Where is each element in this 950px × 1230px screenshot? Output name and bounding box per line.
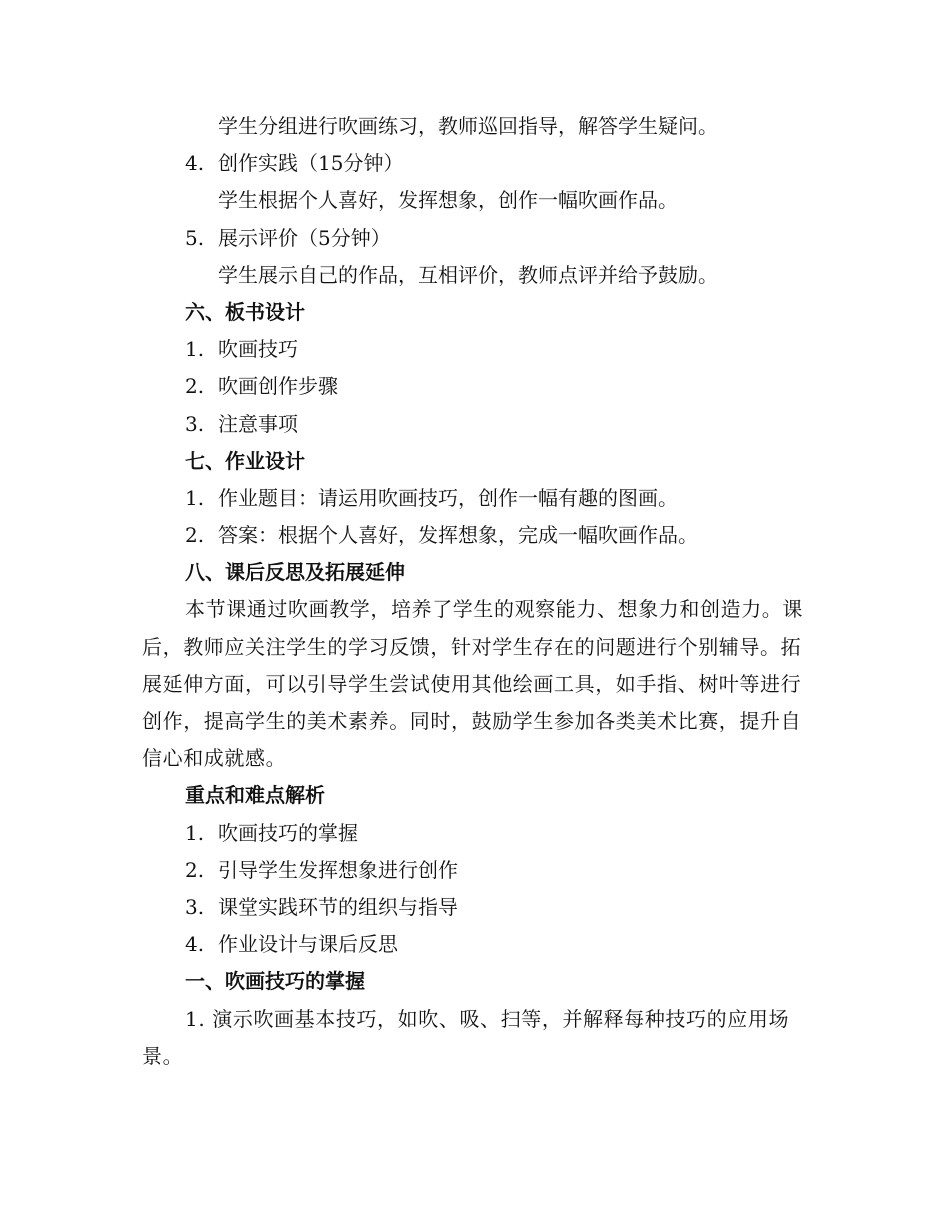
text-line: 学生分组进行吹画练习，教师巡回指导，解答学生疑问。	[218, 114, 718, 138]
list-text: 引导学生发挥想象进行创作	[218, 857, 458, 882]
list-number: 4.	[185, 151, 205, 176]
list-number: 3.	[185, 411, 205, 436]
list-number: 2.	[185, 523, 205, 548]
list-text: 答案：根据个人喜好，发挥想象，完成一幅吹画作品。	[218, 523, 698, 548]
list-item	[142, 331, 810, 368]
list-number: 3.	[185, 895, 205, 920]
section-heading: 六、板书设计	[185, 299, 305, 324]
list-number: 1.	[185, 337, 205, 362]
list-text: 创作实践（15分钟）	[218, 151, 404, 176]
list-text: 课堂实践环节的组织与指导	[218, 895, 458, 920]
section-heading: 重点和难点解析	[185, 783, 325, 808]
list-text: 吹画技巧的掌握	[218, 820, 358, 845]
section-heading: 一、吹画技巧的掌握	[185, 969, 365, 994]
list-text: 作业设计与课后反思	[218, 932, 398, 957]
text-line: 学生展示自己的作品，互相评价，教师点评并给予鼓励。	[218, 262, 718, 287]
list-number: 2.	[185, 374, 205, 399]
list-text: 注意事项	[218, 411, 298, 436]
list-text: 吹画创作步骤	[218, 374, 338, 399]
section-heading: 七、作业设计	[185, 448, 305, 473]
paragraph: 本节课通过吹画教学，培养了学生的观察能力、想象力和创造力。课后，教师应关注学生的学习反馈，针对学生存在的问题进行个别辅导。拓展延伸方面，可以引导学生尝试使用其他绘画工具，如手指、树叶等进行创作，提高学生的美术素养。同时，鼓励学生参加各类美术比赛，提升自信心和成就感。	[142, 597, 803, 771]
paragraph: 1. 演示吹画基本技巧，如吹、吸、扫等，并解释每种技巧的应用场景。	[142, 1006, 790, 1068]
list-number: 1.	[185, 485, 205, 510]
section-heading: 八、课后反思及拓展延伸	[185, 560, 405, 585]
list-item	[142, 406, 810, 443]
list-item	[142, 145, 810, 182]
list-number: 4.	[185, 932, 205, 957]
list-item	[142, 852, 810, 889]
list-number: 1.	[185, 820, 205, 845]
list-item	[142, 926, 810, 963]
list-text: 作业题目：请运用吹画技巧，创作一幅有趣的图画。	[218, 485, 678, 510]
list-item	[142, 517, 810, 554]
list-item	[142, 815, 810, 852]
list-text: 吹画技巧	[218, 337, 298, 362]
list-item	[142, 220, 810, 257]
document-body	[142, 108, 810, 1075]
text-line: 学生根据个人喜好，发挥想象，创作一幅吹画作品。	[218, 188, 678, 213]
list-item	[142, 889, 810, 926]
list-number: 5.	[185, 225, 205, 250]
list-number: 2.	[185, 857, 205, 882]
list-item	[142, 480, 810, 517]
list-text: 展示评价（5分钟）	[218, 225, 391, 250]
list-item	[142, 368, 810, 405]
